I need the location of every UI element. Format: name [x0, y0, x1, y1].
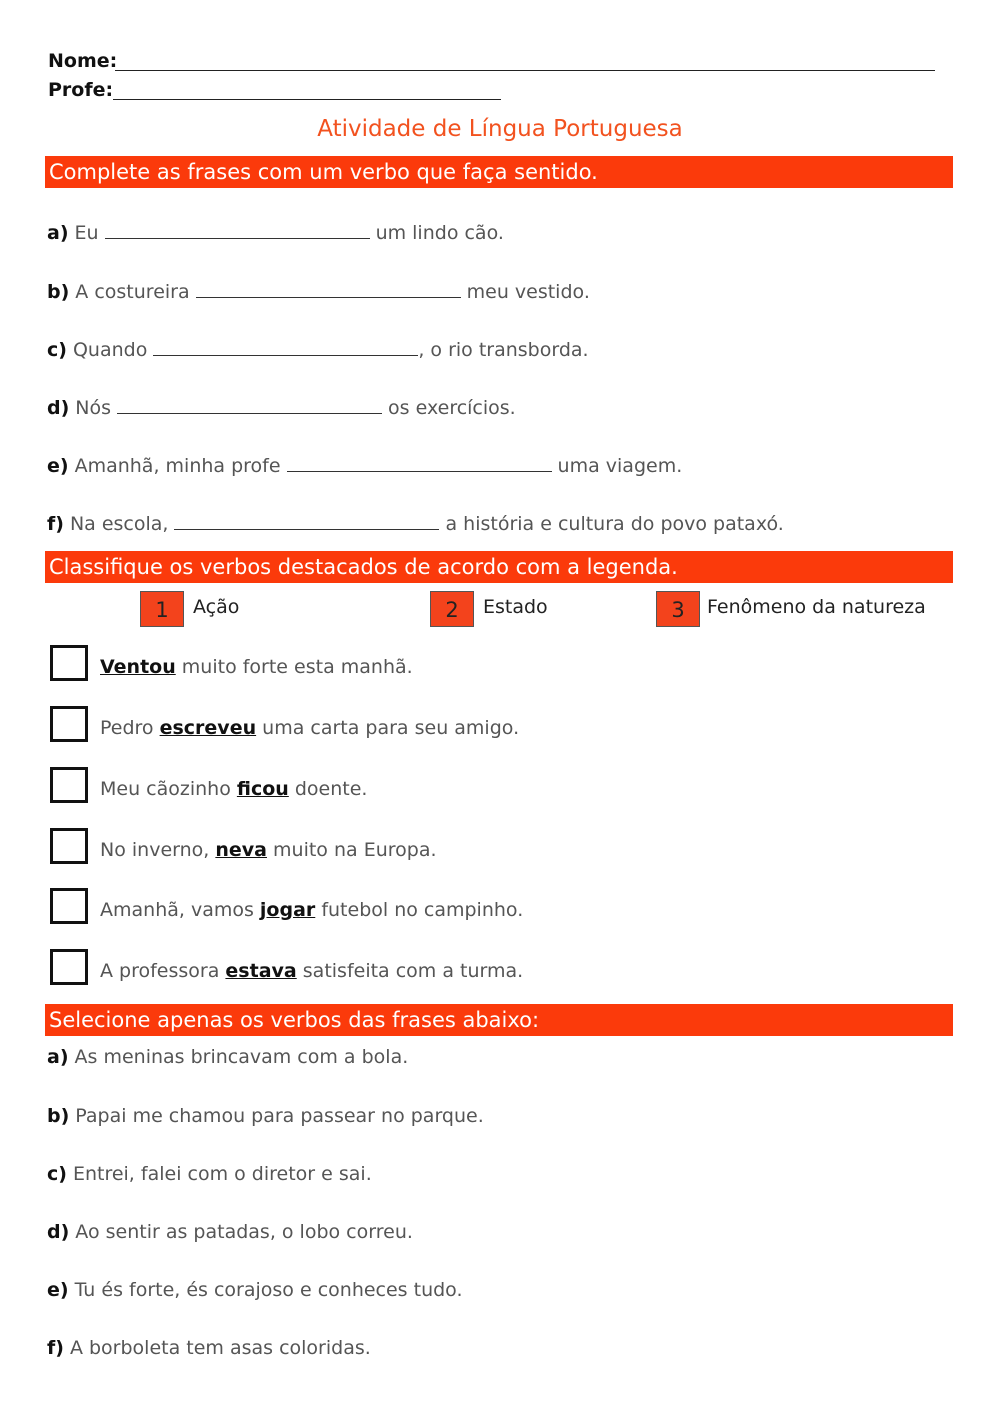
- item-label: e): [47, 455, 69, 477]
- item-label: e): [47, 1279, 69, 1301]
- legend-number-1: 1: [140, 591, 184, 627]
- highlighted-verb: escreveu: [159, 717, 257, 739]
- classification-checkbox[interactable]: [50, 645, 88, 681]
- answer-blank[interactable]: [105, 220, 370, 239]
- item-before: Eu: [74, 222, 99, 244]
- select-item-d: [47, 1221, 413, 1243]
- item-before: Amanhã, minha profe: [74, 455, 281, 477]
- sentence-before: Pedro: [100, 717, 160, 739]
- item-sentence[interactable]: Tu és forte, és corajoso e conheces tudo.: [74, 1279, 463, 1301]
- fill-item-e: [47, 453, 682, 477]
- item-sentence[interactable]: Papai me chamou para passear no parque.: [75, 1105, 484, 1127]
- highlighted-verb: estava: [225, 960, 297, 982]
- highlighted-verb: ficou: [236, 778, 289, 800]
- item-after: meu vestido.: [466, 281, 590, 303]
- select-item-b: [47, 1105, 484, 1127]
- item-before: Nós: [75, 397, 112, 419]
- page-title: Atividade de Língua Portuguesa: [317, 116, 683, 142]
- highlighted-verb: neva: [215, 839, 267, 861]
- answer-blank[interactable]: [174, 511, 439, 530]
- item-after: a história e cultura do povo pataxó.: [445, 513, 784, 535]
- item-label: f): [47, 513, 64, 535]
- sentence-before: Amanhã, vamos: [100, 899, 260, 921]
- classify-sentence: [100, 778, 367, 800]
- classification-checkbox[interactable]: [50, 828, 88, 864]
- item-before: A costureira: [75, 281, 190, 303]
- highlighted-verb: jogar: [259, 899, 316, 921]
- item-after: , o rio transborda.: [418, 339, 589, 361]
- item-label: d): [47, 1221, 70, 1243]
- highlighted-verb: Ventou: [100, 656, 176, 678]
- legend-text-1: Ação: [193, 596, 240, 618]
- item-label: b): [47, 1105, 70, 1127]
- item-label: f): [47, 1337, 64, 1359]
- fill-item-f: [47, 511, 784, 535]
- item-label: a): [47, 1046, 69, 1068]
- sentence-after: futebol no campinho.: [315, 899, 524, 921]
- answer-blank[interactable]: [287, 453, 552, 472]
- sentence-before: A professora: [100, 960, 226, 982]
- item-after: uma viagem.: [557, 455, 683, 477]
- classification-checkbox[interactable]: [50, 767, 88, 803]
- sentence-after: muito na Europa.: [266, 839, 437, 861]
- legend-text-3: Fenômeno da natureza: [707, 596, 926, 618]
- section-1-heading: Complete as frases com um verbo que faça sentido.: [45, 156, 953, 188]
- sentence-before: Meu cãozinho: [100, 778, 237, 800]
- classify-sentence: [100, 899, 523, 921]
- teacher-label: Profe:: [48, 79, 114, 101]
- section-3-heading: Selecione apenas os verbos das frases abaixo:: [45, 1004, 953, 1036]
- section-2-heading: Classifique os verbos destacados de acordo com a legenda.: [45, 551, 953, 583]
- fill-item-b: [47, 279, 590, 303]
- classify-sentence: [100, 717, 519, 739]
- answer-blank[interactable]: [153, 337, 418, 356]
- sentence-after: doente.: [288, 778, 368, 800]
- item-before: Na escola,: [69, 513, 169, 535]
- answer-blank[interactable]: [196, 279, 461, 298]
- classification-checkbox[interactable]: [50, 706, 88, 742]
- classification-checkbox[interactable]: [50, 949, 88, 985]
- classify-sentence: [100, 960, 523, 982]
- classify-sentence: [100, 656, 413, 678]
- item-after: um lindo cão.: [375, 222, 504, 244]
- legend-number-3: 3: [656, 591, 700, 627]
- item-label: a): [47, 222, 69, 244]
- name-field[interactable]: [115, 70, 935, 71]
- item-sentence[interactable]: As meninas brincavam com a bola.: [74, 1046, 409, 1068]
- item-before: Quando: [72, 339, 148, 361]
- name-label: Nome:: [48, 50, 118, 72]
- fill-item-c: [47, 337, 589, 361]
- sentence-after: muito forte esta manhã.: [175, 656, 413, 678]
- sentence-after: satisfeita com a turma.: [296, 960, 524, 982]
- select-item-f: [47, 1337, 371, 1359]
- classify-sentence: [100, 839, 437, 861]
- select-item-c: [47, 1163, 372, 1185]
- item-label: d): [47, 397, 70, 419]
- item-label: b): [47, 281, 70, 303]
- item-sentence[interactable]: Entrei, falei com o diretor e sai.: [72, 1163, 372, 1185]
- classification-checkbox[interactable]: [50, 888, 88, 924]
- item-label: c): [47, 1163, 67, 1185]
- item-label: c): [47, 339, 67, 361]
- legend-number-2: 2: [430, 591, 474, 627]
- select-item-e: [47, 1279, 463, 1301]
- item-sentence[interactable]: Ao sentir as patadas, o lobo correu.: [75, 1221, 413, 1243]
- item-sentence[interactable]: A borboleta tem asas coloridas.: [69, 1337, 371, 1359]
- item-after: os exercícios.: [388, 397, 516, 419]
- fill-item-a: [47, 220, 504, 244]
- answer-blank[interactable]: [117, 395, 382, 414]
- sentence-before: No inverno,: [100, 839, 216, 861]
- sentence-after: uma carta para seu amigo.: [256, 717, 520, 739]
- teacher-field[interactable]: [113, 99, 501, 100]
- select-item-a: [47, 1046, 408, 1068]
- legend-text-2: Estado: [483, 596, 548, 618]
- fill-item-d: [47, 395, 516, 419]
